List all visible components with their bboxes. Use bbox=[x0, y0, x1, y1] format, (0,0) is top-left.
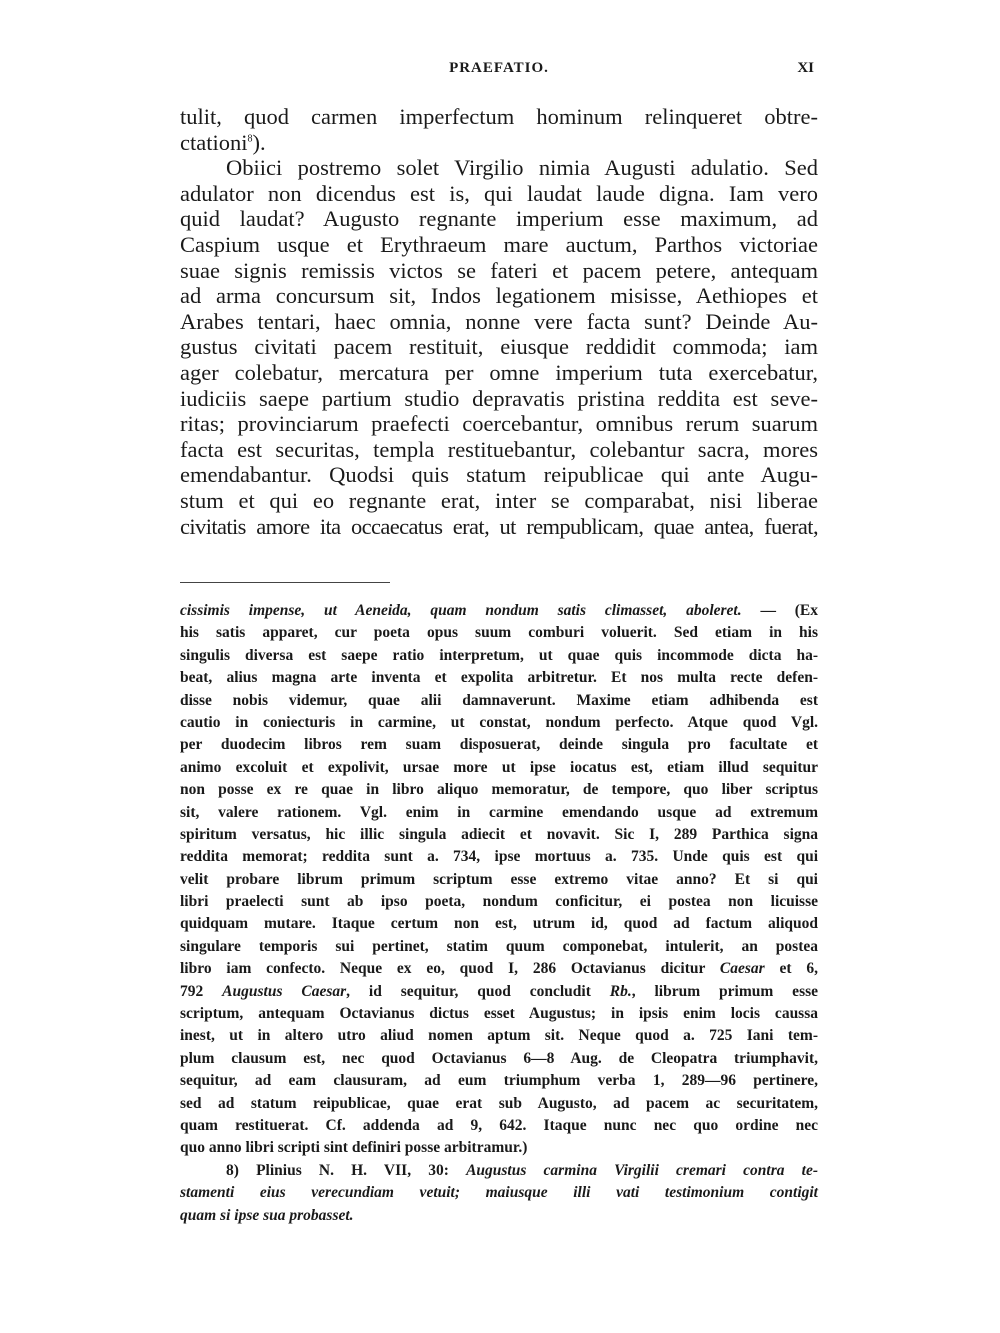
text-line bbox=[180, 334, 818, 360]
footnote-text: , id sequitur, quod concludit bbox=[346, 982, 610, 1000]
footnote-text: 8) Plinius N. H. VII, 30: bbox=[226, 1161, 467, 1179]
text-line-content: adulator non dicendus est is, qui laudat laude digna. Iam vero bbox=[180, 180, 818, 206]
footnote-line bbox=[180, 690, 818, 712]
text-line bbox=[180, 462, 818, 488]
footnote-text: 792 bbox=[180, 982, 223, 1000]
text-line-content: suae signis remissis victos se fateri et pacem petere, antequam bbox=[180, 257, 818, 283]
footnotes bbox=[180, 600, 818, 1227]
footnote-line bbox=[180, 600, 818, 622]
text-line bbox=[180, 386, 818, 412]
footnote-line bbox=[180, 1205, 818, 1227]
running-head bbox=[180, 60, 818, 82]
footnote-text: et 6, bbox=[764, 960, 819, 978]
page-number: XI bbox=[797, 60, 814, 76]
footnote-text: sit, valere rationem. Vgl. enim in carmine emendando usque ad extremum bbox=[180, 803, 818, 821]
footnote-line bbox=[180, 846, 818, 868]
footnote-text: sequitur, ad eam clausuram, ad eum triumphum verba 1, 289—96 pertinere, bbox=[180, 1072, 818, 1090]
footnote-line bbox=[180, 779, 818, 801]
footnote-text: — (Ex bbox=[741, 602, 819, 619]
running-head-title: PRAEFATIO. bbox=[449, 60, 549, 76]
footnote-text: quam restituerat. Cf. addenda ad 9, 642. Itaque nunc nec quo ordine nec bbox=[180, 1116, 818, 1134]
footnote-text: plum clausum est, nec quod Octavianus 6—8 Aug. de Cleopatra triumphavit, bbox=[180, 1049, 818, 1067]
footnote-line bbox=[180, 1182, 818, 1204]
footnote-text: cautio in coniecturis in carmine, ut constat, nondum perfecto. Atque quod Vgl. bbox=[180, 713, 818, 731]
footnote-text: animo excoluit et expolivit, ursae more ut ipse iocatus est, etiam illud sequitur bbox=[180, 758, 818, 776]
footnote-text: scriptum, antequam Octavianus dictus esset Augustus; in ipsis enim locis caussa bbox=[180, 1005, 818, 1023]
footnote-italic-text: Caesar bbox=[719, 960, 765, 978]
text-line-content: civitatis amore ita occaecatus erat, ut rempublicam, quae antea, fuerat, bbox=[180, 513, 818, 539]
footnote-text: sed ad statum reipublicae, quae erat sub Augusto, ad pacem ac securitatem, bbox=[180, 1094, 818, 1112]
footnote-text: velit probare librum primum scriptum esse extremo vitae anno? Et si qui bbox=[180, 870, 818, 888]
text-line bbox=[180, 206, 818, 232]
footnote-text: per duodecim libros rem suam disposuerat, deinde singula pro facultate et bbox=[180, 736, 818, 754]
main-text bbox=[180, 104, 818, 539]
text-line-content: Caspium usque et Erythraeum mare auctum, Parthos victoriae bbox=[180, 231, 818, 257]
footnote-line bbox=[180, 936, 818, 958]
footnote-italic-text: stamenti eius verecundiam vetuit; maiusque illi vati testimonium contigit bbox=[180, 1184, 818, 1202]
footnote-italic-text: Augustus carmina Virgilii cremari contra te- bbox=[466, 1161, 818, 1179]
footnote-text: quidquam mutare. Itaque certum non est, utrum id, quod ad factum aliquod bbox=[180, 915, 818, 933]
footnote-text: his satis apparet, cur poeta opus suum comburi voluerit. Sed etiam in his bbox=[180, 624, 818, 642]
footnote-text: non posse ex re quae in libro aliquo memoratur, de tempore, quo liber scriptus bbox=[180, 781, 818, 799]
footnote-italic-text: cissimis impense, ut Aeneida, quam nondum satis climasset, aboleret. bbox=[180, 602, 742, 619]
text-line-content: ad arma concursum sit, Indos legationem misisse, Aethiopes et bbox=[180, 283, 818, 309]
footnote-text: libri praelecti sunt ab ipso poeta, nondum conficitur, ei postea non licuisse bbox=[180, 893, 818, 911]
text-line-content: tulit, quod carmen imperfectum hominum relinqueret obtre- bbox=[180, 104, 818, 129]
footnote-line bbox=[180, 981, 818, 1003]
footnote-line bbox=[180, 1003, 818, 1025]
footnote-line bbox=[180, 1025, 818, 1047]
footnote-text: libro iam confecto. Neque ex eo, quod I, 286 Octavianus dicitur bbox=[180, 960, 720, 978]
text-line bbox=[180, 488, 818, 514]
text-line bbox=[180, 258, 818, 284]
footnote-text: reddita memorat; reddita sunt a. 734, ipse mortuus a. 735. Unde quis est qui bbox=[180, 848, 818, 866]
text-line-content: iudiciis saepe partium studio depravatis pristina reddita est seve- bbox=[180, 385, 818, 411]
footnote-line bbox=[180, 869, 818, 891]
footnote-line bbox=[180, 1137, 818, 1159]
footnote-text: spiritum versatus, hic illic singula adiecit et novavit. Sic I, 289 Parthica signa bbox=[180, 825, 818, 843]
text-line bbox=[180, 309, 818, 335]
text-line bbox=[180, 437, 818, 463]
footnote-line bbox=[180, 1093, 818, 1115]
text-line-content: ctationi bbox=[180, 129, 248, 155]
footnote-text: disse nobis videmur, quae alii damnaverunt. Maxime etiam adhibenda est bbox=[180, 691, 818, 709]
footnote-text: singulare temporis sui pertinet, statim quum componebat, intulerit, an postea bbox=[180, 937, 818, 955]
footnote-line bbox=[180, 667, 818, 689]
footnote-italic-text: quam si ipse sua probasset. bbox=[180, 1206, 354, 1224]
footnote-line bbox=[180, 891, 818, 913]
text-line bbox=[180, 283, 818, 309]
footnote-line bbox=[180, 913, 818, 935]
footnote-italic-text: Rb. bbox=[609, 982, 632, 1000]
text-line bbox=[180, 155, 818, 181]
footnote-line bbox=[180, 734, 818, 756]
text-line bbox=[180, 104, 818, 130]
text-line-content: stum et qui eo regnante erat, inter se comparabat, nisi liberae bbox=[180, 487, 818, 513]
footnote-text: quo anno libri scripti sint definiri posse arbitramur.) bbox=[180, 1139, 528, 1157]
footnote-reference: 8 bbox=[247, 133, 253, 145]
text-line-content: Arabes tentari, haec omnia, nonne vere facta sunt? Deinde Au- bbox=[180, 308, 818, 334]
text-line bbox=[180, 232, 818, 258]
footnote-text: , librum primum esse bbox=[631, 982, 819, 1000]
footnote-line bbox=[180, 712, 818, 734]
text-line bbox=[180, 181, 818, 207]
footnote-line bbox=[180, 1070, 818, 1092]
footnote-line bbox=[180, 1048, 818, 1070]
footnote-line bbox=[180, 958, 818, 980]
footnote-line bbox=[180, 802, 818, 824]
footnote-separator bbox=[180, 582, 390, 583]
footnote-line bbox=[180, 1115, 818, 1137]
text-line bbox=[180, 411, 818, 437]
text-line-content: gustus civitati pacem restituit, eiusque reddidit commoda; iam bbox=[180, 334, 818, 360]
text-line-content: ager colebatur, mercatura per omne imperium tuta exercebatur, bbox=[180, 359, 818, 385]
text-line bbox=[180, 514, 818, 540]
footnote-text: singulis diversa est saepe ratio interpretum, ut quae quis incommode dicta ha- bbox=[180, 646, 818, 664]
text-line bbox=[180, 130, 818, 156]
footnote-line bbox=[180, 622, 818, 644]
footnote-line bbox=[180, 757, 818, 779]
text-line-content: ritas; provinciarum praefecti coercebantur, omnibus rerum suarum bbox=[180, 411, 818, 437]
text-line-content: facta est securitas, templa restituebantur, colebantur sacra, mores bbox=[180, 436, 818, 462]
footnote-line bbox=[180, 1160, 818, 1182]
text-line-content: emendabantur. Quodsi quis statum reipublicae qui ante Augu- bbox=[180, 462, 818, 488]
footnote-italic-text: Augustus Caesar bbox=[222, 982, 347, 1000]
footnote-line bbox=[180, 824, 818, 846]
text-line-content: Obiici postremo solet Virgilio nimia Augusti adulatio. Sed bbox=[226, 155, 818, 181]
text-line-tail: ). bbox=[252, 129, 266, 155]
footnote-text: beat, alius magna arte inventa et expolita arbitretur. Et nos multa recte defen- bbox=[180, 669, 818, 687]
footnote-line bbox=[180, 645, 818, 667]
text-line bbox=[180, 360, 818, 386]
footnote-text: inest, ut in altero utro aliud nomen aptum sit. Neque quod a. 725 Iani tem- bbox=[180, 1027, 818, 1045]
text-line-content: quid laudat? Augusto regnante imperium esse maximum, ad bbox=[180, 206, 818, 232]
